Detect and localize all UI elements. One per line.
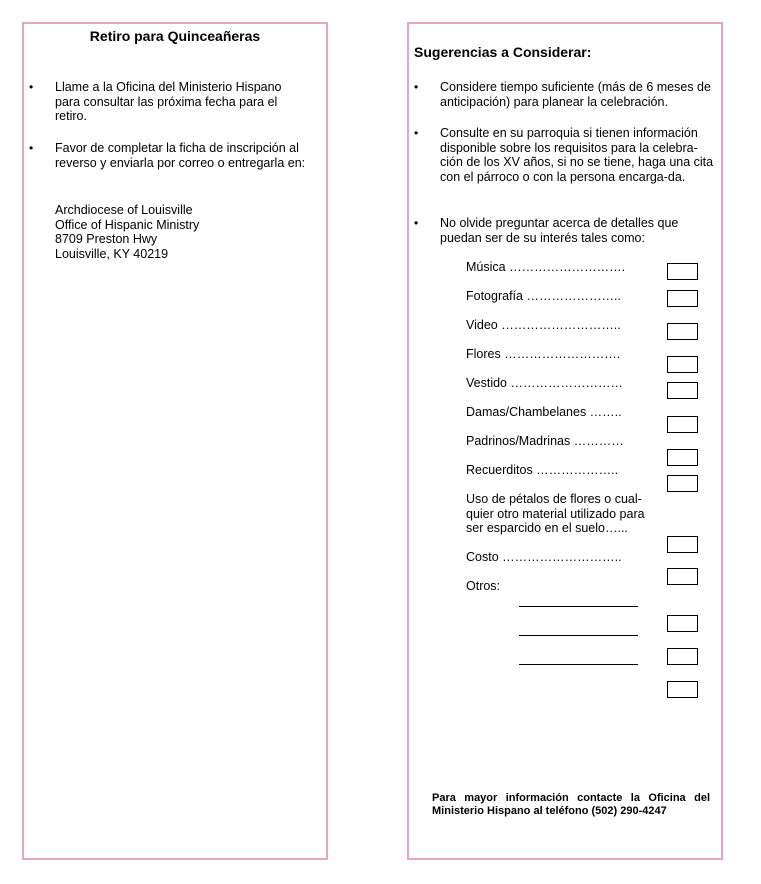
otros-blank-line-2: [519, 635, 638, 636]
checkbox-video[interactable]: [667, 323, 698, 340]
bullet-dot: •: [29, 80, 34, 94]
mailing-address: [55, 203, 199, 261]
otros-blank-line-1: [519, 606, 638, 607]
checkbox-costo[interactable]: [667, 568, 698, 585]
item-flores: Flores ……………………….: [466, 347, 621, 361]
bullet-text: No olvide preguntar acerca de detalles que puedan ser de su interés tales como:: [440, 216, 679, 245]
right-bullet-details: [414, 216, 705, 245]
otros-blank-line-3: [519, 664, 638, 665]
bullet-text: Considere tiempo suficiente (más de 6 meses de anticipación) para planear la celebración.: [440, 80, 711, 109]
checkbox-otros-2[interactable]: [667, 648, 698, 665]
left-bullet-register: [29, 141, 325, 170]
contact-footer: Para mayor información contacte la Oficina del Ministerio Hispano al teléfono (502) 290-4247: [432, 792, 710, 817]
bullet-text: Favor de completar la ficha de inscripción al reverso y enviarla por correo o entregarla en:: [55, 141, 306, 170]
bullet-dot: •: [414, 126, 419, 140]
item-recuerditos: Recuerditos ………………..: [466, 463, 619, 477]
address-line: Louisville, KY 40219: [55, 246, 169, 261]
item-musica: Música ……………………….: [466, 260, 626, 274]
checkbox-vestido[interactable]: [667, 382, 698, 399]
bullet-text: Consulte en su parroquia si tienen información disponible sobre los requisitos para la celebra-ción de los XV años, si no se tiene, haga una cita con el párroco o con la persona encarga-da.: [440, 126, 714, 184]
item-petalos: Uso de pétalos de flores o cual-quier otro material utilizado para ser esparcido en el suelo…...: [466, 492, 645, 535]
checkbox-recuerditos[interactable]: [667, 475, 698, 492]
checkbox-padrinos-madrinas[interactable]: [667, 449, 698, 466]
checkbox-otros-1[interactable]: [667, 615, 698, 632]
item-fotografia: Fotografía …………………..: [466, 289, 621, 303]
bullet-text: Llame a la Oficina del Ministerio Hispano para consultar las próxima fecha para el retiro.: [55, 80, 282, 123]
address-line: Office of Hispanic Ministry: [55, 217, 200, 232]
bullet-dot: •: [29, 141, 34, 155]
checkbox-flores[interactable]: [667, 356, 698, 373]
checkbox-petalos[interactable]: [667, 536, 698, 553]
address-line: Archdiocese of Louisville: [55, 203, 193, 217]
left-bullet-call: [29, 80, 305, 124]
right-bullet-parish: [414, 126, 716, 184]
address-line: 8709 Preston Hwy: [55, 232, 158, 246]
item-costo: Costo ………………………..: [466, 550, 622, 564]
right-panel: [407, 22, 723, 860]
item-padrinos-madrinas: Padrinos/Madrinas …………: [466, 434, 624, 448]
left-panel: [22, 22, 328, 860]
checkbox-damas-chambelanes[interactable]: [667, 416, 698, 433]
item-vestido: Vestido ………………………: [466, 376, 623, 390]
checkbox-fotografia[interactable]: [667, 290, 698, 307]
item-otros: Otros:: [466, 579, 501, 593]
suggestions-title: Sugerencias a Considerar:: [414, 44, 592, 60]
bullet-dot: •: [414, 216, 419, 230]
checkbox-otros-3[interactable]: [667, 681, 698, 698]
checkbox-musica[interactable]: [667, 263, 698, 280]
item-video: Video ………………………..: [466, 318, 621, 332]
retreat-title: Retiro para Quinceañeras: [89, 28, 261, 44]
item-damas-chambelanes: Damas/Chambelanes ……..: [466, 405, 622, 419]
bullet-dot: •: [414, 80, 419, 94]
right-bullet-time: [414, 80, 715, 109]
